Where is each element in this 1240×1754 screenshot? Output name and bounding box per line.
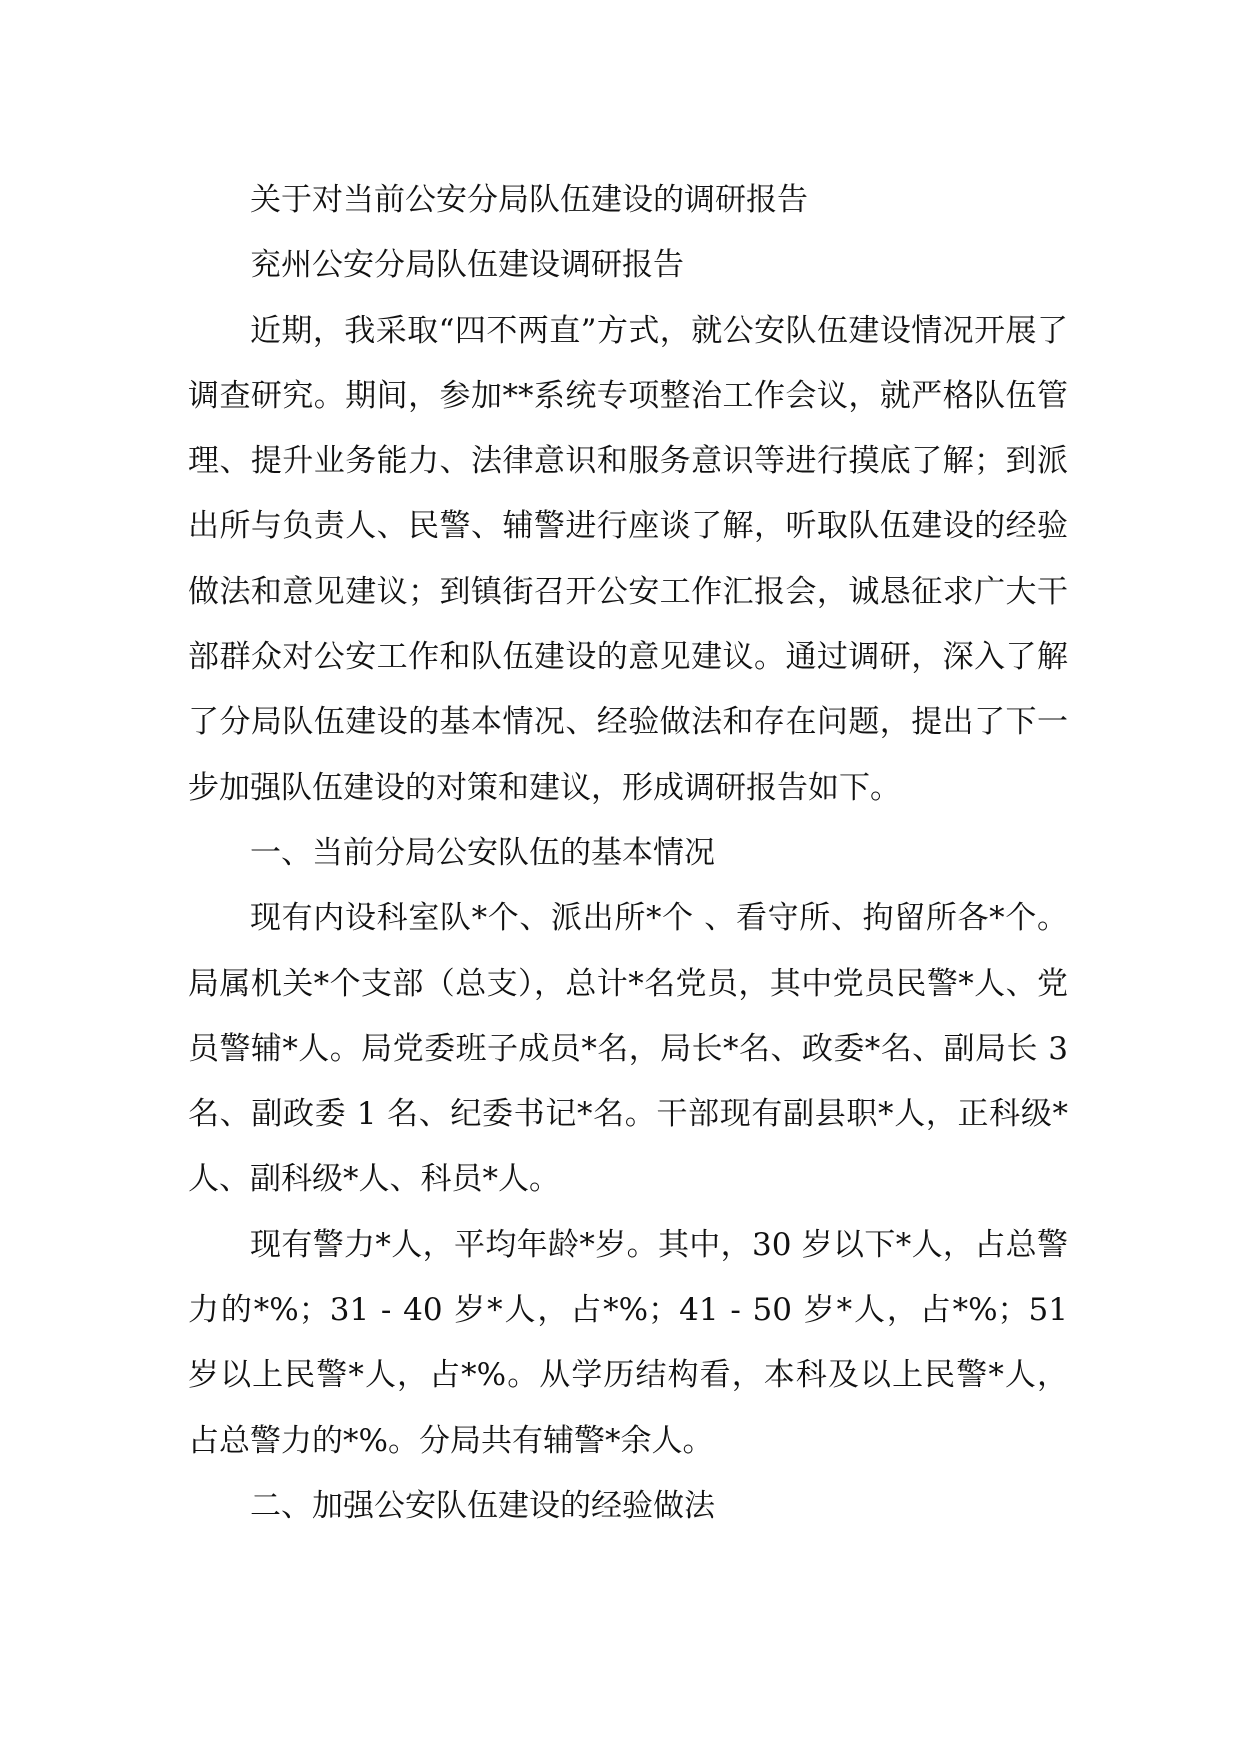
document-body xyxy=(188,168,1068,1539)
document-title: 关于对当前公安分局队伍建设的调研报告 xyxy=(250,182,808,218)
paragraph-organization: 现有内设科室队*个、派出所*个 、看守所、拘留所各*个。局属机关*个支部（总支），总计*名党员，其中党员民警*人、党员警辅*人。局党委班子成员*名，局长*名、政委*名、副局长 3 名、副政委 1 名、纪委书记*名。干部现有副县职*人，正科级*人、副科级*人、科员*人。 xyxy=(188,900,1068,1198)
section-heading-2: 二、加强公安队伍建设的经验做法 xyxy=(250,1487,715,1524)
section-heading-1: 一、当前分局公安队伍的基本情况 xyxy=(250,834,715,871)
paragraph-personnel: 现有警力*人，平均年龄*岁。其中，30 岁以下*人，占总警力的*%；31 - 40 岁*人，占*%；41 - 50 岁*人，占*%；51 岁以上民警*人，占*%。从学历结构看，本科及以上民警*人，占总警力的*%。分局共有辅警*余人。 xyxy=(188,1226,1068,1459)
paragraph-intro: 近期，我采取“四不两直”方式，就公安队伍建设情况开展了调查研究。期间，参加**系统专项整治工作会议，就严格队伍管理、提升业务能力、法律意识和服务意识等进行摸底了解；到派出所与负责人、民警、辅警进行座谈了解，听取队伍建设的经验做法和意见建议；到镇街召开公安工作汇报会，诚恳征求广大干部群众对公安工作和队伍建设的意见建议。通过调研，深入了解了分局队伍建设的基本情况、经验做法和存在问题，提出了下一步加强队伍建设的对策和建议，形成调研报告如下。 xyxy=(188,312,1068,806)
document-subtitle: 兖州公安分局队伍建设调研报告 xyxy=(250,247,684,284)
